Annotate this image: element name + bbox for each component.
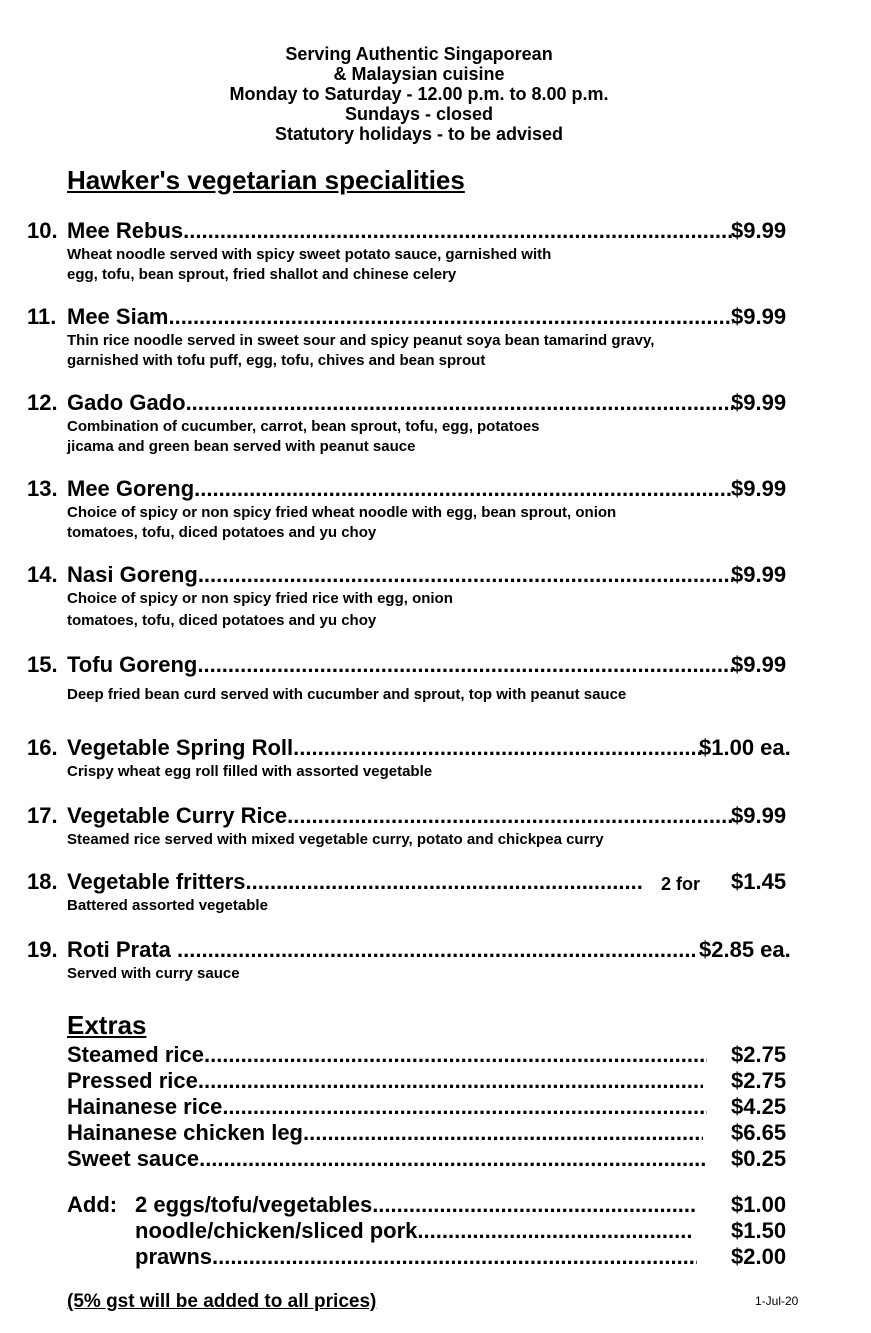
item-price: $9.99 (731, 218, 787, 243)
item-name: Mee Goreng (67, 476, 195, 501)
item-price: $9.99 (731, 476, 787, 501)
item-description: Deep fried bean curd served with cucumber and sprout, top with peanut sauce (67, 686, 627, 703)
item-quantity-note: 2 for (661, 874, 701, 894)
item-price: $9.99 (731, 652, 787, 677)
item-name: Vegetable Spring Roll (67, 735, 294, 760)
extra-price: $2.75 (731, 1068, 787, 1093)
item-number: 13. (27, 476, 58, 501)
item-name: Tofu Goreng (67, 652, 198, 677)
header-line: Sundays - closed (344, 104, 494, 124)
header-line: Statutory holidays - to be advised (274, 124, 564, 144)
item-description: Steamed rice served with mixed vegetable curry, potato and chickpea curry (67, 831, 604, 848)
item-description: Choice of spicy or non spicy fried rice with egg, onion (67, 590, 453, 607)
item-number: 11. (27, 304, 57, 329)
menu-item (27, 802, 827, 850)
item-number: 10. (27, 218, 58, 243)
date-stamp: 1-Jul-20 (755, 1294, 799, 1308)
header-line: & Malaysian cuisine (333, 64, 505, 84)
extra-name: Hainanese rice (67, 1094, 223, 1119)
header-block (0, 44, 838, 144)
extras-title: Extras (67, 1010, 147, 1040)
item-description: garnished with tofu puff, egg, tofu, chives and bean sprout (67, 352, 486, 369)
item-price: $1.45 (731, 869, 787, 894)
add-on-item (67, 1218, 827, 1244)
item-number: 18. (27, 869, 58, 894)
header-line: Serving Authentic Singaporean (285, 44, 553, 64)
item-price: $1.00 ea. (699, 735, 791, 760)
add-on-name: 2 eggs/tofu/vegetables (135, 1192, 373, 1217)
menu-item (27, 868, 827, 916)
item-description: Choice of spicy or non spicy fried wheat noodle with egg, bean sprout, onion (67, 504, 617, 521)
extra-item (67, 1120, 827, 1146)
extra-name: Sweet sauce (67, 1146, 200, 1171)
item-name: Mee Rebus (67, 218, 184, 243)
add-on-item (67, 1192, 827, 1218)
add-on-item (67, 1244, 827, 1270)
item-description: tomatoes, tofu, diced potatoes and yu choy (67, 524, 377, 541)
menu-item (27, 389, 827, 457)
add-on-name: noodle/chicken/sliced pork (135, 1218, 418, 1243)
item-number: 16. (27, 735, 58, 760)
item-number: 14. (27, 562, 58, 587)
item-price: $9.99 (731, 562, 787, 587)
extra-price: $6.65 (731, 1120, 787, 1145)
menu-item (27, 936, 827, 984)
item-description: jicama and green bean served with peanut sauce (67, 438, 416, 455)
menu-item (27, 303, 827, 371)
item-description: Crispy wheat egg roll filled with assorted vegetable (67, 763, 433, 780)
menu-item (27, 217, 827, 285)
item-name: Mee Siam (67, 304, 169, 329)
item-number: 15. (27, 652, 58, 677)
add-on-price: $1.00 (731, 1192, 787, 1217)
item-description: tomatoes, tofu, diced potatoes and yu choy (67, 612, 377, 629)
menu-item (27, 651, 827, 705)
item-number: 19. (27, 937, 58, 962)
item-price: $2.85 ea. (699, 937, 791, 962)
extra-item (67, 1068, 827, 1094)
item-description: Wheat noodle served with spicy sweet potato sauce, garnished with (67, 246, 552, 263)
item-number: 17. (27, 803, 58, 828)
item-description: Thin rice noodle served in sweet sour and spicy peanut soya bean tamarind gravy, (67, 332, 655, 349)
extra-price: $2.75 (731, 1042, 787, 1067)
section-title: Hawker's vegetarian specialities (67, 165, 465, 195)
item-name: Roti Prata (67, 937, 178, 962)
item-description: Combination of cucumber, carrot, bean sprout, tofu, egg, potatoes (67, 418, 540, 435)
extra-item (67, 1146, 827, 1172)
menu-item (27, 561, 827, 631)
gst-note: (5% gst will be added to all prices) (67, 1291, 377, 1312)
menu-item (27, 475, 827, 543)
add-on-name: prawns (135, 1244, 213, 1269)
extra-name: Steamed rice (67, 1042, 204, 1067)
item-description: Battered assorted vegetable (67, 897, 268, 914)
extra-item (67, 1094, 827, 1120)
extra-price: $4.25 (731, 1094, 787, 1119)
header-line: Monday to Saturday - 12.00 p.m. to 8.00 p.m. (229, 84, 609, 104)
item-price: $9.99 (731, 304, 787, 329)
item-name: Vegetable Curry Rice (67, 803, 288, 828)
item-description: egg, tofu, bean sprout, fried shallot and chinese celery (67, 266, 457, 283)
item-number: 12. (27, 390, 58, 415)
item-description: Served with curry sauce (67, 965, 240, 982)
item-name: Nasi Goreng (67, 562, 198, 587)
item-price: $9.99 (731, 390, 787, 415)
extra-name: Pressed rice (67, 1068, 198, 1093)
extra-item (67, 1042, 827, 1068)
extra-name: Hainanese chicken leg (67, 1120, 303, 1145)
item-name: Gado Gado (67, 390, 186, 415)
add-on-price: $1.50 (731, 1218, 787, 1243)
item-name: Vegetable fritters (67, 869, 246, 894)
add-on-price: $2.00 (731, 1244, 787, 1269)
menu-item (27, 734, 827, 782)
add-label: Add: (67, 1192, 118, 1217)
item-price: $9.99 (731, 803, 787, 828)
extra-price: $0.25 (731, 1146, 787, 1171)
